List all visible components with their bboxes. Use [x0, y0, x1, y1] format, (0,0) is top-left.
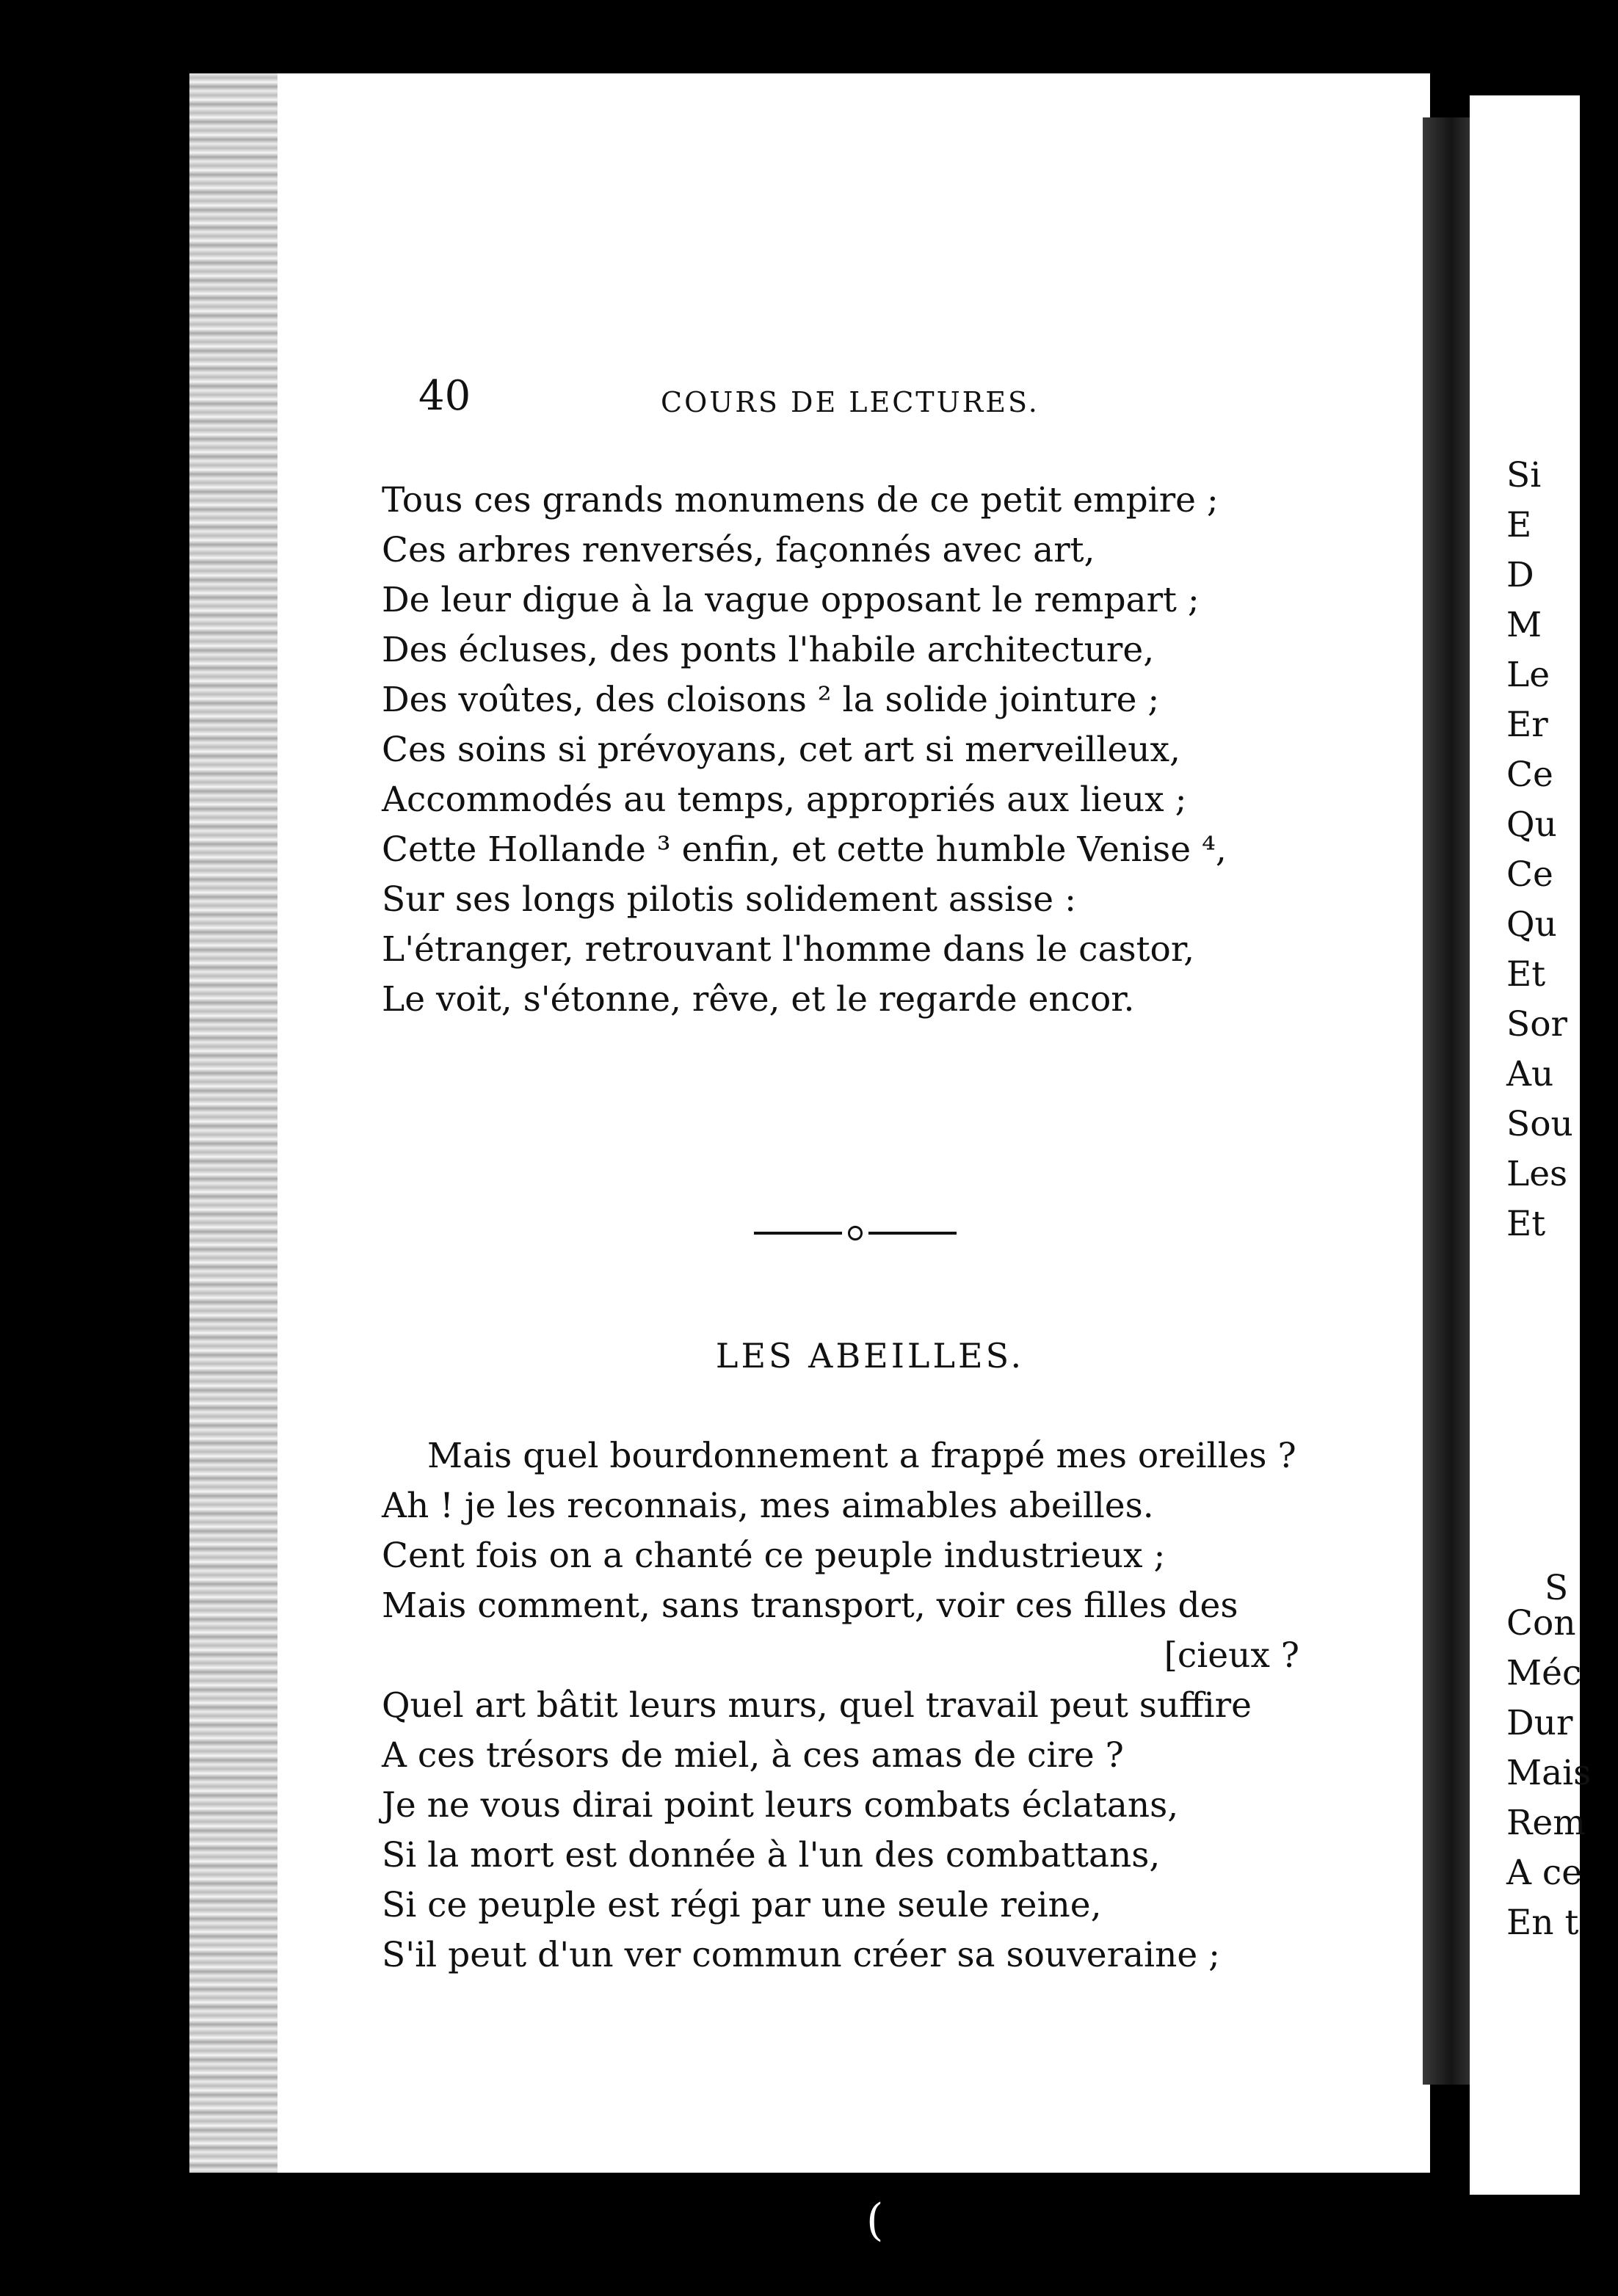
separator-bar-left — [754, 1232, 842, 1235]
right-page-line: Er — [1506, 705, 1548, 745]
verse-line: Accommodés au temps, appropriés aux lieux ; — [382, 780, 1187, 820]
right-page-line: Sou — [1506, 1104, 1573, 1144]
verse-line: Tous ces grands monumens de ce petit empire ; — [382, 480, 1219, 520]
page-header — [418, 367, 1395, 426]
verse-line: Ces arbres renversés, façonnés avec art, — [382, 530, 1095, 570]
right-page-line: Ce — [1506, 854, 1553, 895]
running-head: COURS DE LECTURES. — [661, 386, 1040, 418]
verse-line: Des voûtes, des cloisons ² la solide jointure ; — [382, 680, 1160, 720]
right-page-line: D — [1506, 555, 1534, 595]
right-page-text-top — [1506, 451, 1580, 1249]
right-page-line: Méc — [1506, 1653, 1582, 1693]
right-page-line: Sor — [1506, 1004, 1567, 1045]
book-gutter — [1423, 117, 1470, 2085]
right-page-line: M — [1506, 605, 1542, 645]
verse-line: L'étranger, retrouvant l'homme dans le castor, — [382, 929, 1195, 970]
verse-line: Mais comment, sans transport, voir ces filles des — [382, 1585, 1238, 1626]
right-page-line: Et — [1506, 954, 1546, 995]
verse-line: S'il peut d'un ver commun créer sa souveraine ; — [382, 1935, 1220, 1975]
verse-line: Si ce peuple est régi par une seule reine, — [382, 1885, 1102, 1925]
right-page-line: E — [1506, 505, 1532, 545]
verse-line: Sur ses longs pilotis solidement assise : — [382, 879, 1076, 920]
verse-line: Je ne vous dirai point leurs combats éclatans, — [382, 1785, 1179, 1825]
verse-abeilles — [382, 1431, 1351, 1980]
verse-line: Ah ! je les reconnais, mes aimables abeilles. — [382, 1486, 1154, 1526]
verse-castor — [382, 476, 1351, 1025]
right-page-line: Qu — [1506, 804, 1557, 845]
right-page-line: Les — [1506, 1154, 1568, 1194]
section-title: LES ABEILLES. — [715, 1336, 1025, 1376]
right-page-line: Con — [1506, 1603, 1576, 1643]
verse-line: Quel art bâtit leurs murs, quel travail peut suffire — [382, 1685, 1252, 1726]
right-page-line: A ce — [1506, 1853, 1583, 1893]
bottom-mark: ( — [866, 2195, 884, 2246]
right-page-line: Et — [1506, 1204, 1546, 1244]
separator-ornament — [848, 1226, 863, 1240]
verse-line: De leur digue à la vague opposant le rempart ; — [382, 580, 1200, 620]
verse-line: Cent fois on a chanté ce peuple industrieux ; — [382, 1536, 1166, 1576]
verse-line: Le voit, s'étonne, rêve, et le regarde encor. — [382, 979, 1135, 1020]
separator-bar-right — [868, 1232, 957, 1235]
section-separator — [749, 1211, 962, 1255]
verse-line: Mais quel bourdonnement a frappé mes oreilles ? — [427, 1436, 1296, 1476]
verse-line: Si la mort est donnée à l'un des combattans, — [382, 1835, 1161, 1875]
right-page-text-bottom — [1506, 1599, 1592, 1948]
verse-line: Ces soins si prévoyans, cet art si merveilleux, — [382, 730, 1180, 770]
right-page-heading-fragment: S — [1545, 1568, 1569, 1608]
right-page-line: Si — [1506, 455, 1542, 495]
verse-line: A ces trésors de miel, à ces amas de cire ? — [382, 1735, 1124, 1776]
right-page-line: Le — [1506, 655, 1550, 695]
verse-line: Cette Hollande ³ enfin, et cette humble Venise ⁴, — [382, 829, 1227, 870]
right-page-line: Au — [1506, 1054, 1554, 1094]
verse-line: [cieux ? — [1164, 1635, 1299, 1676]
right-page-line: Mais — [1506, 1753, 1592, 1793]
right-page-line: En t — [1506, 1903, 1579, 1943]
right-page-line: Ce — [1506, 755, 1553, 795]
right-page-line: Rem — [1506, 1803, 1586, 1843]
page-edge — [189, 73, 277, 2173]
page-number: 40 — [418, 372, 471, 420]
right-page-line: Qu — [1506, 904, 1557, 945]
right-page-line: Dur — [1506, 1703, 1573, 1743]
verse-line: Des écluses, des ponts l'habile architecture, — [382, 630, 1155, 670]
